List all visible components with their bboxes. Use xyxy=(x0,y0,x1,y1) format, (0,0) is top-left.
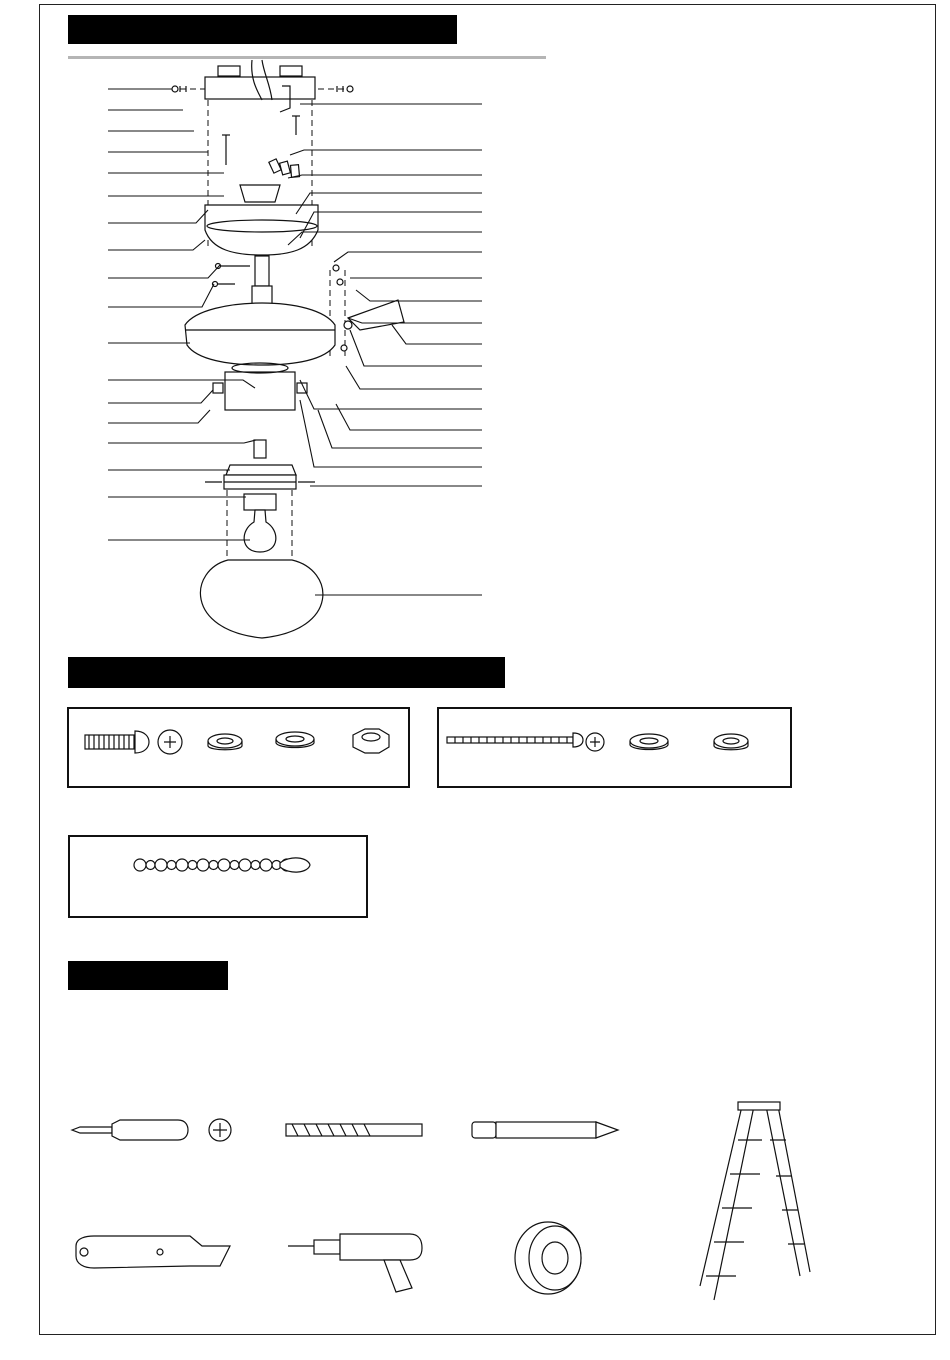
lock-washer-icon xyxy=(155,727,185,757)
hex-nut-icon xyxy=(349,725,393,759)
electrical-tape-icon xyxy=(503,1216,593,1306)
pencil-icon xyxy=(470,1118,630,1148)
utility-knife-icon xyxy=(70,1232,240,1272)
leader-lines xyxy=(0,0,950,660)
flat-washer-icon xyxy=(273,729,317,753)
lock-washer-icon xyxy=(583,730,607,754)
leader-right-6 xyxy=(288,232,482,245)
leader-right-12 xyxy=(350,330,482,366)
leader-right-13 xyxy=(346,366,482,389)
hardware-box-pull-chain xyxy=(68,835,368,918)
hardware-box-mounting-bolt xyxy=(437,707,792,788)
leader-left-7 xyxy=(108,210,208,223)
split-washer-icon xyxy=(205,731,245,755)
leader-left-12 xyxy=(108,380,255,388)
leader-right-3 xyxy=(288,175,482,178)
electric-drill-icon xyxy=(284,1228,434,1298)
screw-icon xyxy=(83,727,163,757)
step-ladder-icon xyxy=(690,1100,820,1310)
tools-header-bar xyxy=(68,961,228,990)
leader-right-4 xyxy=(296,193,482,214)
leader-left-13 xyxy=(108,390,213,403)
flat-washer-icon xyxy=(627,731,671,755)
leader-left-8 xyxy=(108,240,205,250)
long-bolt-icon xyxy=(445,731,585,751)
hardware-header-bar xyxy=(68,657,505,688)
leader-right-17 xyxy=(300,400,482,467)
leader-left-14 xyxy=(108,410,210,423)
hardware-box-blade-bracket xyxy=(67,707,410,788)
leader-right-7 xyxy=(334,252,482,262)
leader-right-10 xyxy=(348,318,482,323)
leader-right-15 xyxy=(336,404,482,430)
pull-chain-icon xyxy=(130,851,330,881)
drill-bit-icon xyxy=(282,1118,432,1148)
leader-right-9 xyxy=(356,290,482,301)
screwdriver-icon xyxy=(68,1112,248,1152)
leader-right-11 xyxy=(392,325,482,344)
leader-left-10 xyxy=(108,284,214,307)
leader-right-5 xyxy=(300,212,482,238)
leader-left-9 xyxy=(108,265,220,278)
leader-right-14 xyxy=(300,380,482,409)
split-washer-icon xyxy=(711,731,751,755)
leader-right-2 xyxy=(290,150,482,155)
leader-left-15 xyxy=(108,440,256,443)
